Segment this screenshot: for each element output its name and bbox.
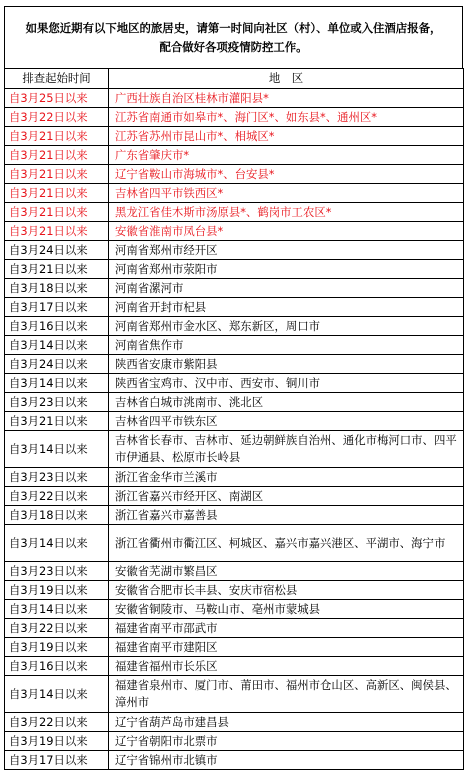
table-row: [5, 374, 464, 393]
row-region: 吉林省长春市、吉林市、延边朝鲜族自治州、通化市梅河口市、四平市伊通县、松原市长岭县: [109, 431, 464, 468]
row-region: 吉林省四平市铁东区: [109, 412, 464, 431]
row-region: 河南省郑州市金水区、郑东新区，周口市: [109, 317, 464, 336]
row-start-date: 自3月14日以来: [5, 336, 109, 355]
table-row: [5, 203, 464, 222]
table-row: [5, 336, 464, 355]
row-region: 辽宁省鞍山市海城市*、台安县*: [109, 165, 464, 184]
row-region: 辽宁省锦州市北镇市: [109, 751, 464, 770]
row-start-date: 自3月19日以来: [5, 581, 109, 600]
row-start-date: 自3月19日以来: [5, 732, 109, 751]
table-row: [5, 581, 464, 600]
header-start-time: 排查起始时间: [5, 69, 109, 89]
row-region: 河南省郑州市经开区: [109, 241, 464, 260]
row-region: 陕西省宝鸡市、汉中市、西安市、铜川市: [109, 374, 464, 393]
table-row: [5, 619, 464, 638]
row-region: 浙江省金华市兰溪市: [109, 468, 464, 487]
row-start-date: 自3月22日以来: [5, 713, 109, 732]
row-region: 河南省郑州市荥阳市: [109, 260, 464, 279]
row-start-date: 自3月17日以来: [5, 751, 109, 770]
table-row: [5, 732, 464, 751]
row-region: 福建省福州市长乐区: [109, 657, 464, 676]
row-start-date: 自3月14日以来: [5, 525, 109, 562]
row-start-date: 自3月21日以来: [5, 146, 109, 165]
row-start-date: 自3月16日以来: [5, 657, 109, 676]
row-start-date: 自3月22日以来: [5, 108, 109, 127]
row-start-date: 自3月14日以来: [5, 431, 109, 468]
row-region: 江苏省南通市如皋市*、海门区*、如东县*、通州区*: [109, 108, 464, 127]
row-region: 福建省南平市建阳区: [109, 638, 464, 657]
row-region: 浙江省衢州市衢江区、柯城区、嘉兴市嘉兴港区、平湖市、海宁市: [109, 525, 464, 562]
row-start-date: 自3月19日以来: [5, 638, 109, 657]
row-region: 安徽省淮南市凤台县*: [109, 222, 464, 241]
row-region: 浙江省嘉兴市嘉善县: [109, 506, 464, 525]
table-row: [5, 355, 464, 374]
row-region: 福建省泉州市、厦门市、莆田市、福州市仓山区、高新区、闽侯县、漳州市: [109, 676, 464, 713]
row-start-date: 自3月21日以来: [5, 203, 109, 222]
table-row: [5, 487, 464, 506]
table-row: [5, 393, 464, 412]
row-start-date: 自3月14日以来: [5, 374, 109, 393]
row-start-date: 自3月23日以来: [5, 468, 109, 487]
table-row: [5, 676, 464, 713]
notice-banner: [4, 6, 463, 68]
table-row: [5, 317, 464, 336]
row-start-date: 自3月22日以来: [5, 619, 109, 638]
row-start-date: 自3月14日以来: [5, 600, 109, 619]
row-start-date: 自3月21日以来: [5, 165, 109, 184]
row-region: 辽宁省朝阳市北票市: [109, 732, 464, 751]
table-row: [5, 279, 464, 298]
header-region: 地 区: [109, 69, 464, 89]
table-row: [5, 241, 464, 260]
row-start-date: 自3月21日以来: [5, 184, 109, 203]
row-start-date: 自3月23日以来: [5, 562, 109, 581]
row-region: 辽宁省葫芦岛市建昌县: [109, 713, 464, 732]
table-row: [5, 431, 464, 468]
table-row: [5, 468, 464, 487]
table-header-row: [5, 69, 464, 89]
table-row: [5, 260, 464, 279]
notice-line-1: 如果您近期有以下地区的旅居史，请第一时间向社区（村）、单位或入住酒店报备，: [25, 20, 442, 35]
table-row: [5, 127, 464, 146]
table-row: [5, 412, 464, 431]
row-region: 河南省漯河市: [109, 279, 464, 298]
table-row: [5, 108, 464, 127]
table-row: [5, 525, 464, 562]
row-region: 河南省开封市杞县: [109, 298, 464, 317]
table-row: [5, 222, 464, 241]
row-start-date: 自3月22日以来: [5, 487, 109, 506]
row-start-date: 自3月25日以来: [5, 89, 109, 108]
row-start-date: 自3月21日以来: [5, 127, 109, 146]
row-region: 河南省焦作市: [109, 336, 464, 355]
notice-line-2: 配合做好各项疫情防控工作。: [159, 39, 308, 54]
row-start-date: 自3月17日以来: [5, 298, 109, 317]
region-table: [4, 68, 464, 770]
row-start-date: 自3月18日以来: [5, 506, 109, 525]
row-region: 安徽省铜陵市、马鞍山市、亳州市蒙城县: [109, 600, 464, 619]
row-start-date: 自3月24日以来: [5, 241, 109, 260]
row-start-date: 自3月21日以来: [5, 260, 109, 279]
table-row: [5, 146, 464, 165]
table-body: [5, 89, 464, 770]
row-start-date: 自3月23日以来: [5, 393, 109, 412]
row-start-date: 自3月18日以来: [5, 279, 109, 298]
row-start-date: 自3月16日以来: [5, 317, 109, 336]
table-row: [5, 165, 464, 184]
table-row: [5, 184, 464, 203]
row-start-date: 自3月21日以来: [5, 412, 109, 431]
row-region: 吉林省白城市洮南市、洮北区: [109, 393, 464, 412]
row-region: 陕西省安康市紫阳县: [109, 355, 464, 374]
row-region: 安徽省芜湖市繁昌区: [109, 562, 464, 581]
row-region: 广西壮族自治区桂林市灌阳县*: [109, 89, 464, 108]
row-region: 浙江省嘉兴市经开区、南湖区: [109, 487, 464, 506]
row-region: 福建省南平市邵武市: [109, 619, 464, 638]
table-row: [5, 89, 464, 108]
table-row: [5, 638, 464, 657]
row-region: 吉林省四平市铁西区*: [109, 184, 464, 203]
row-region: 黑龙江省佳木斯市汤原县*、鹤岗市工农区*: [109, 203, 464, 222]
row-region: 江苏省苏州市昆山市*、相城区*: [109, 127, 464, 146]
table-row: [5, 751, 464, 770]
row-start-date: 自3月14日以来: [5, 676, 109, 713]
table-row: [5, 562, 464, 581]
table-row: [5, 506, 464, 525]
table-row: [5, 713, 464, 732]
row-start-date: 自3月21日以来: [5, 222, 109, 241]
table-row: [5, 298, 464, 317]
row-region: 安徽省合肥市长丰县、安庆市宿松县: [109, 581, 464, 600]
row-start-date: 自3月24日以来: [5, 355, 109, 374]
row-region: 广东省肇庆市*: [109, 146, 464, 165]
table-row: [5, 657, 464, 676]
table-row: [5, 600, 464, 619]
